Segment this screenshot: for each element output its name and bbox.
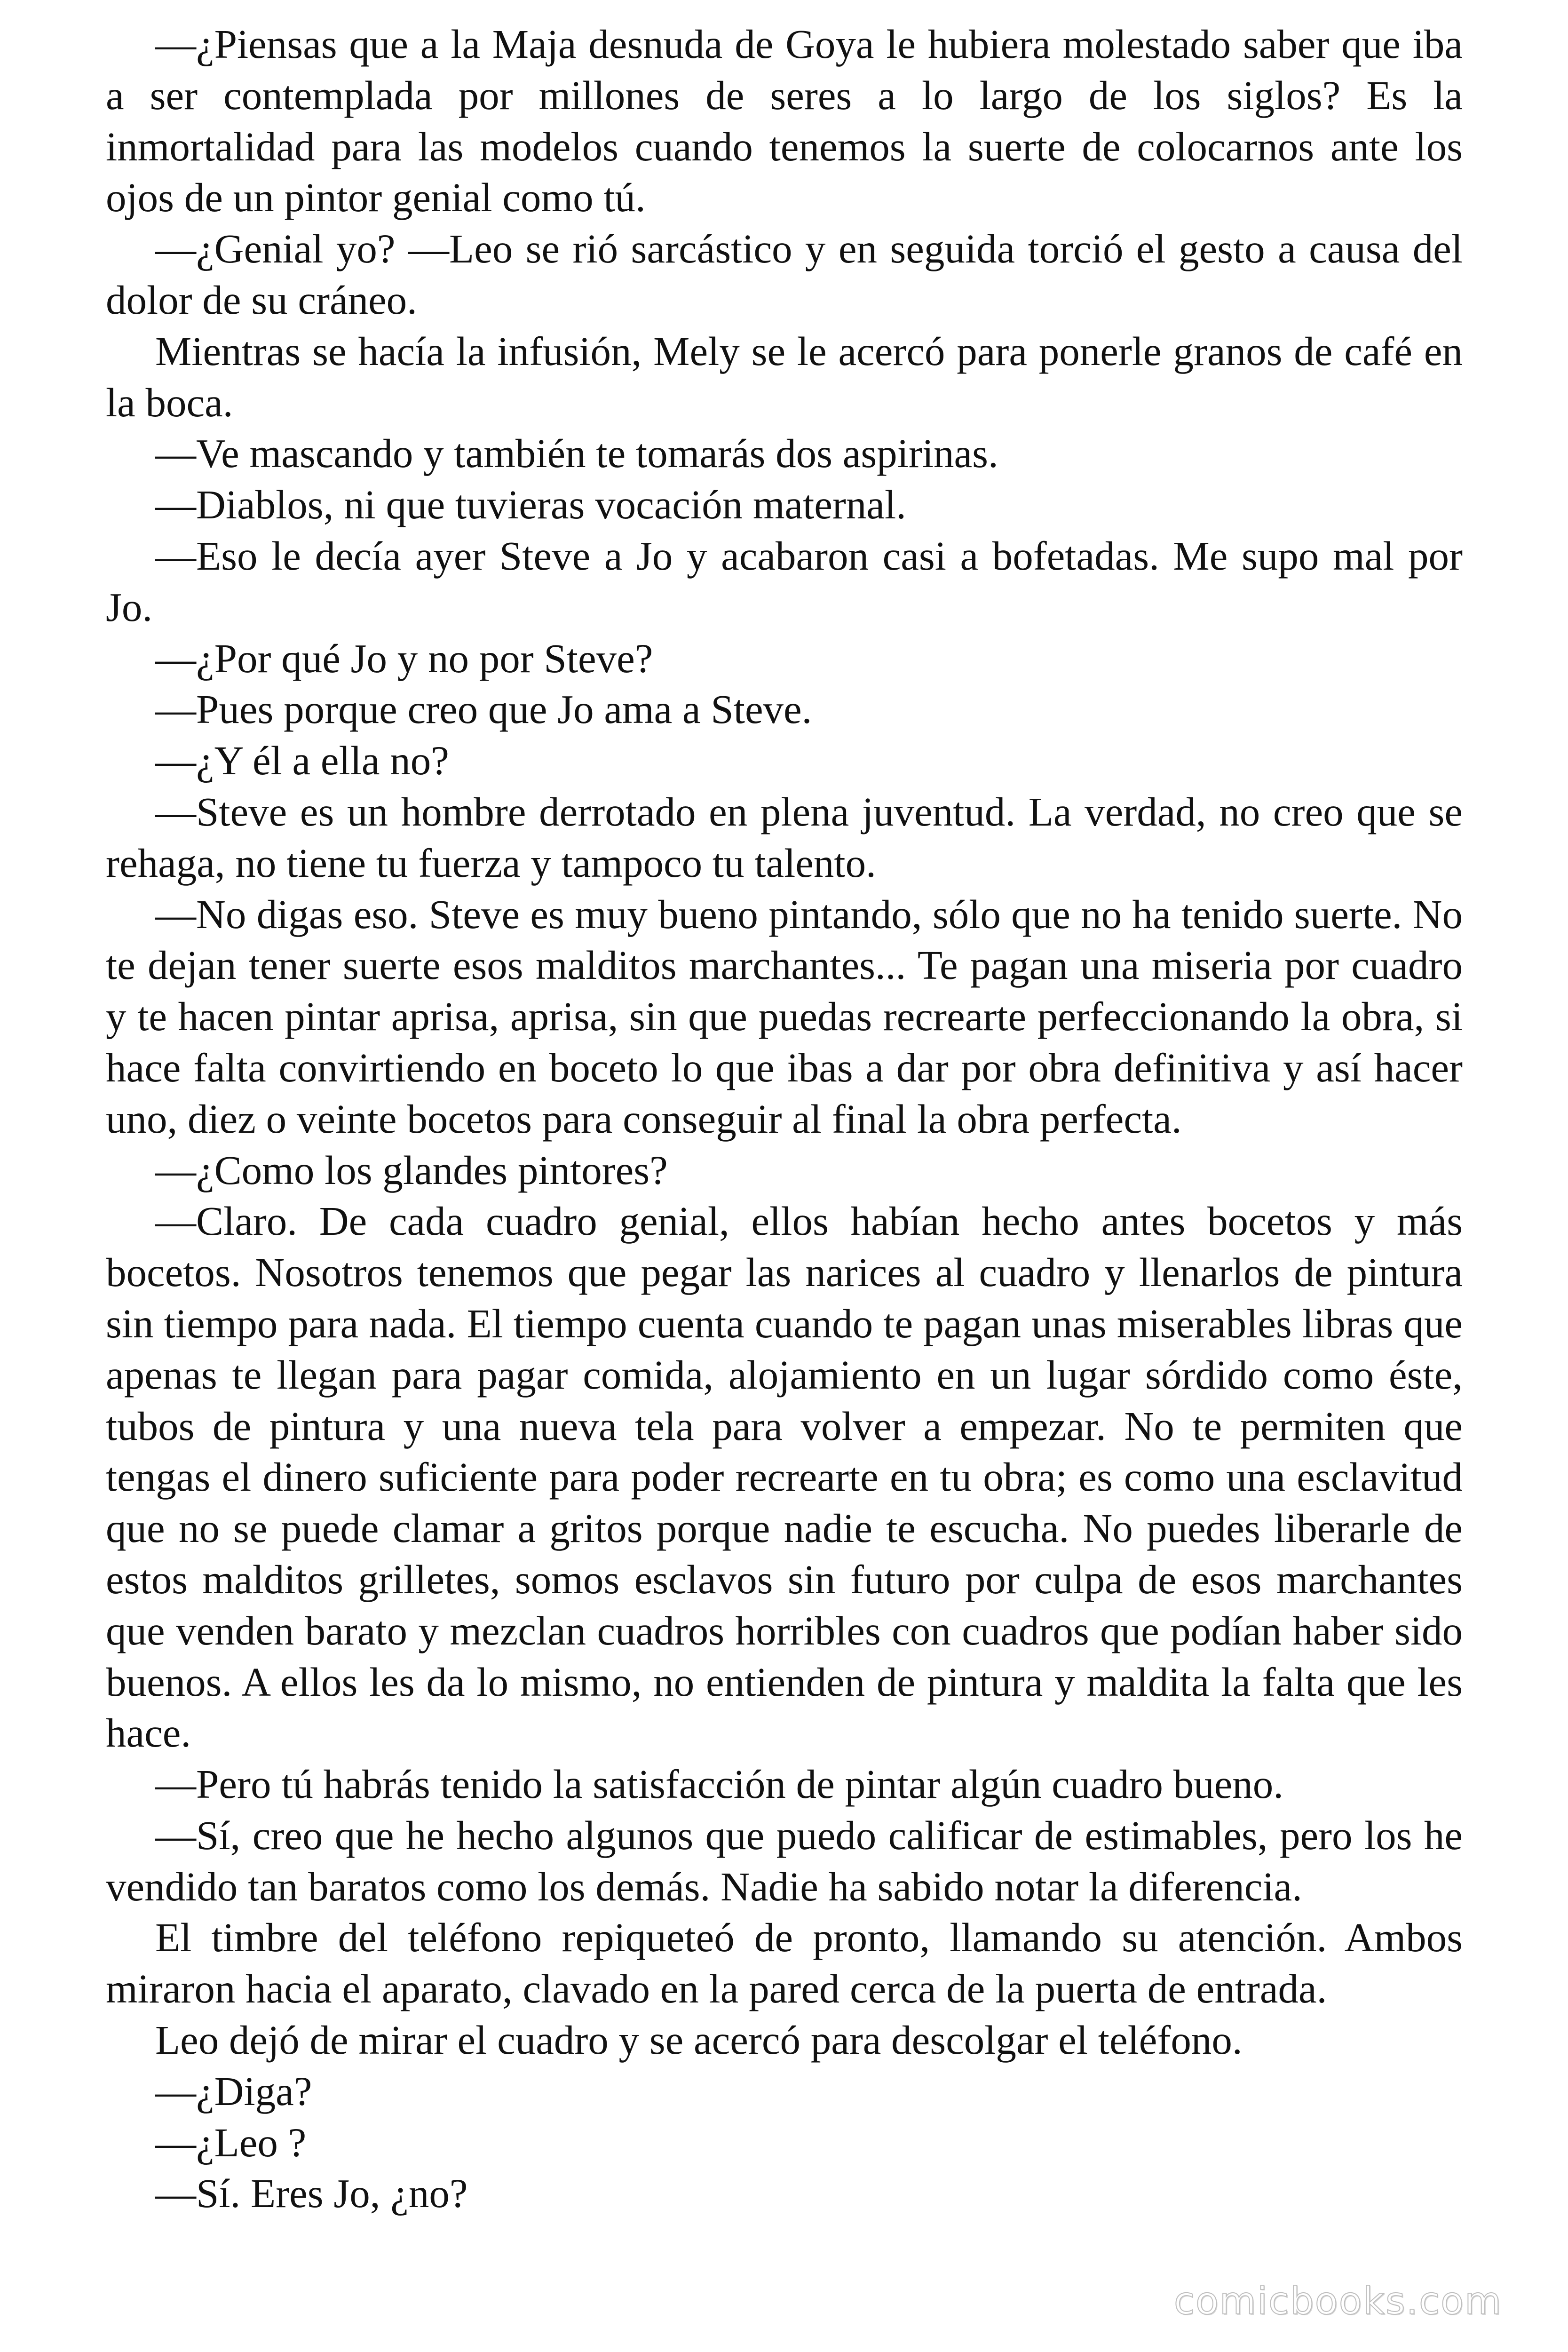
paragraph: —¿Genial yo? —Leo se rió sarcástico y en seguida torció el gesto a causa del dolor de su cráneo. bbox=[106, 226, 1463, 323]
paragraph: El timbre del teléfono repiqueteó de pronto, llamando su atención. Ambos miraron hacia el aparato, clavado en la pared cerca de la puerta de entrada. bbox=[106, 1915, 1463, 2012]
paragraph: —Ve mascando y también te tomarás dos aspirinas. bbox=[155, 430, 998, 477]
paragraph: —¿Diga? bbox=[155, 2068, 312, 2114]
paragraph: —¿Leo ? bbox=[155, 2119, 307, 2165]
paragraph: —¿Por qué Jo y no por Steve? bbox=[155, 635, 653, 681]
paragraph: Mientras se hacía la infusión, Mely se le acercó para ponerle granos de café en la boca. bbox=[106, 328, 1463, 425]
paragraph: —No digas eso. Steve es muy bueno pintando, sólo que no ha tenido suerte. No te dejan tener suerte esos malditos marchantes... Te pagan una miseria por cuadro y te hacen pintar aprisa, aprisa, sin que puedas recrearte perfeccionando la obra, si hace falta convirtiendo en boceto lo que ibas a dar por obra definitiva y así hacer uno, diez o veinte bocetos para conseguir al final la obra perfecta. bbox=[106, 891, 1463, 1142]
watermark: comicbooks.com bbox=[1173, 2279, 1502, 2323]
paragraph: —¿Piensas que a la Maja desnuda de Goya le hubiera molestado saber que iba a ser contemplada por millones de seres a lo largo de los siglos? Es la inmortalidad para las modelos cuando tenemos la suerte de colocarnos ante los ojos de un pintor genial como tú. bbox=[106, 21, 1463, 221]
paragraph: —Claro. De cada cuadro genial, ellos habían hecho antes bocetos y más bocetos. Nosotros tenemos que pegar las narices al cuadro y llenarlos de pintura sin tiempo para nada. El tiempo cuenta cuando te pagan unas miserables libras que apenas te llegan para pagar comida, alojamiento en un lugar sórdido como éste, tubos de pintura y una nueva tela para volver a empezar. No te permiten que tengas el dinero suficiente para poder recrearte en tu obra; es como una esclavitud que no se puede clamar a gritos porque nadie te escucha. No puedes liberarle de estos malditos grilletes, somos esclavos sin futuro por culpa de esos marchantes que venden barato y mezclan cuadros horribles con cuadros que podían haber sido buenos. A ellos les da lo mismo, no entienden de pintura y maldita la falta que les hace. bbox=[106, 1198, 1463, 1756]
paragraph: —¿Como los glandes pintores? bbox=[155, 1147, 668, 1193]
paragraph: —Eso le decía ayer Steve a Jo y acabaron casi a bofetadas. Me supo mal por Jo. bbox=[106, 532, 1463, 630]
paragraph: —Pues porque creo que Jo ama a Steve. bbox=[155, 686, 812, 732]
book-page-text bbox=[106, 19, 1463, 2219]
paragraph: —Pero tú habrás tenido la satisfacción de pintar algún cuadro bueno. bbox=[155, 1761, 1283, 1807]
paragraph: Leo dejó de mirar el cuadro y se acercó para descolgar el teléfono. bbox=[155, 2017, 1243, 2063]
paragraph: —Sí, creo que he hecho algunos que puedo calificar de estimables, pero los he vendido tan baratos como los demás. Nadie ha sabido notar la diferencia. bbox=[106, 1812, 1463, 1909]
paragraph: —Diablos, ni que tuvieras vocación maternal. bbox=[155, 482, 906, 528]
paragraph: —¿Y él a ella no? bbox=[155, 738, 449, 784]
paragraph: —Sí. Eres Jo, ¿no? bbox=[155, 2170, 468, 2217]
paragraph: —Steve es un hombre derrotado en plena juventud. La verdad, no creo que se rehaga, no tiene tu fuerza y tampoco tu talento. bbox=[106, 788, 1463, 886]
